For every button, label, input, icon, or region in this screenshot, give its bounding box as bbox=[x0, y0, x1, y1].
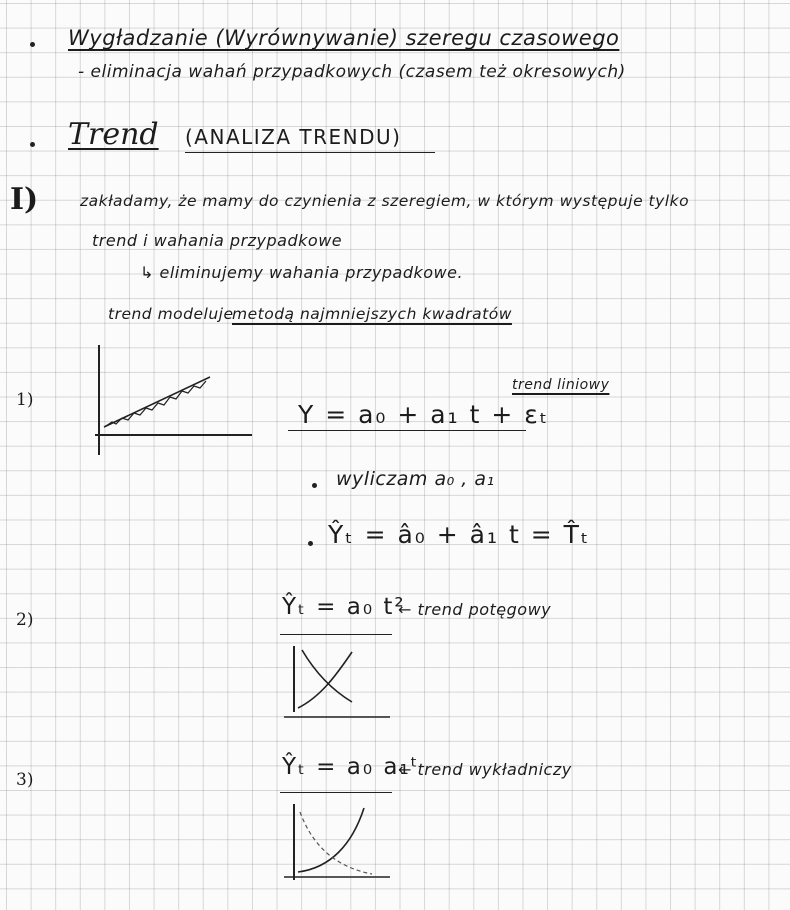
case-2-power-sketch bbox=[280, 642, 390, 732]
case-3-label: 3) bbox=[16, 770, 34, 790]
heading-smoothing-detail: - eliminacja wahań przypadkowych (czasem też okresowych) bbox=[78, 62, 626, 82]
part-one-line4-prefix: trend modeluje bbox=[108, 305, 234, 323]
case-1-formula-underline bbox=[288, 430, 526, 431]
bullet-icon bbox=[30, 42, 35, 47]
case-3-annotation: ← trend wykładniczy bbox=[398, 760, 572, 779]
trend-title: Trend bbox=[68, 117, 159, 152]
bullet-icon bbox=[308, 541, 313, 546]
case-1-estimate: Ŷₜ = â₀ + â₁ t = T̂ₜ bbox=[328, 520, 591, 549]
case-1-note: wyliczam a₀ , a₁ bbox=[336, 468, 495, 490]
case-1-linear-sketch bbox=[92, 340, 252, 465]
case-2-label: 2) bbox=[16, 610, 34, 630]
case-2-formula: Ŷₜ = a₀ t² bbox=[282, 594, 406, 620]
part-one-line1: zakładamy, że mamy do czynienia z szeregiem, w którym występuje tylko bbox=[80, 192, 690, 210]
case-1-label: 1) bbox=[16, 390, 34, 410]
part-one-line2: trend i wahania przypadkowe bbox=[92, 231, 343, 250]
trend-subtitle: (ANALIZA TRENDU) bbox=[185, 125, 402, 149]
case-1-formula: Y = a₀ + a₁ t + εₜ bbox=[298, 400, 550, 429]
part-one-line4-method: metodą najmniejszych kwadratów bbox=[232, 305, 512, 323]
part-one-numeral: I) bbox=[10, 182, 39, 217]
case-3-formula: Ŷₜ = a₀ a₁ᵗ bbox=[282, 754, 420, 780]
bullet-icon bbox=[312, 483, 317, 488]
case-3-formula-underline bbox=[280, 792, 392, 793]
bullet-icon bbox=[30, 142, 35, 147]
trend-heading-underline bbox=[185, 152, 435, 153]
part-one-line3: ↳ eliminujemy wahania przypadkowe. bbox=[140, 263, 464, 282]
case-2-formula-underline bbox=[280, 634, 392, 635]
case-1-annotation: trend liniowy bbox=[512, 377, 610, 393]
heading-smoothing: Wygładzanie (Wyrównywanie) szeregu czasowego bbox=[68, 26, 620, 50]
case-2-annotation: ← trend potęgowy bbox=[398, 600, 552, 619]
case-3-exponential-sketch bbox=[280, 800, 390, 895]
